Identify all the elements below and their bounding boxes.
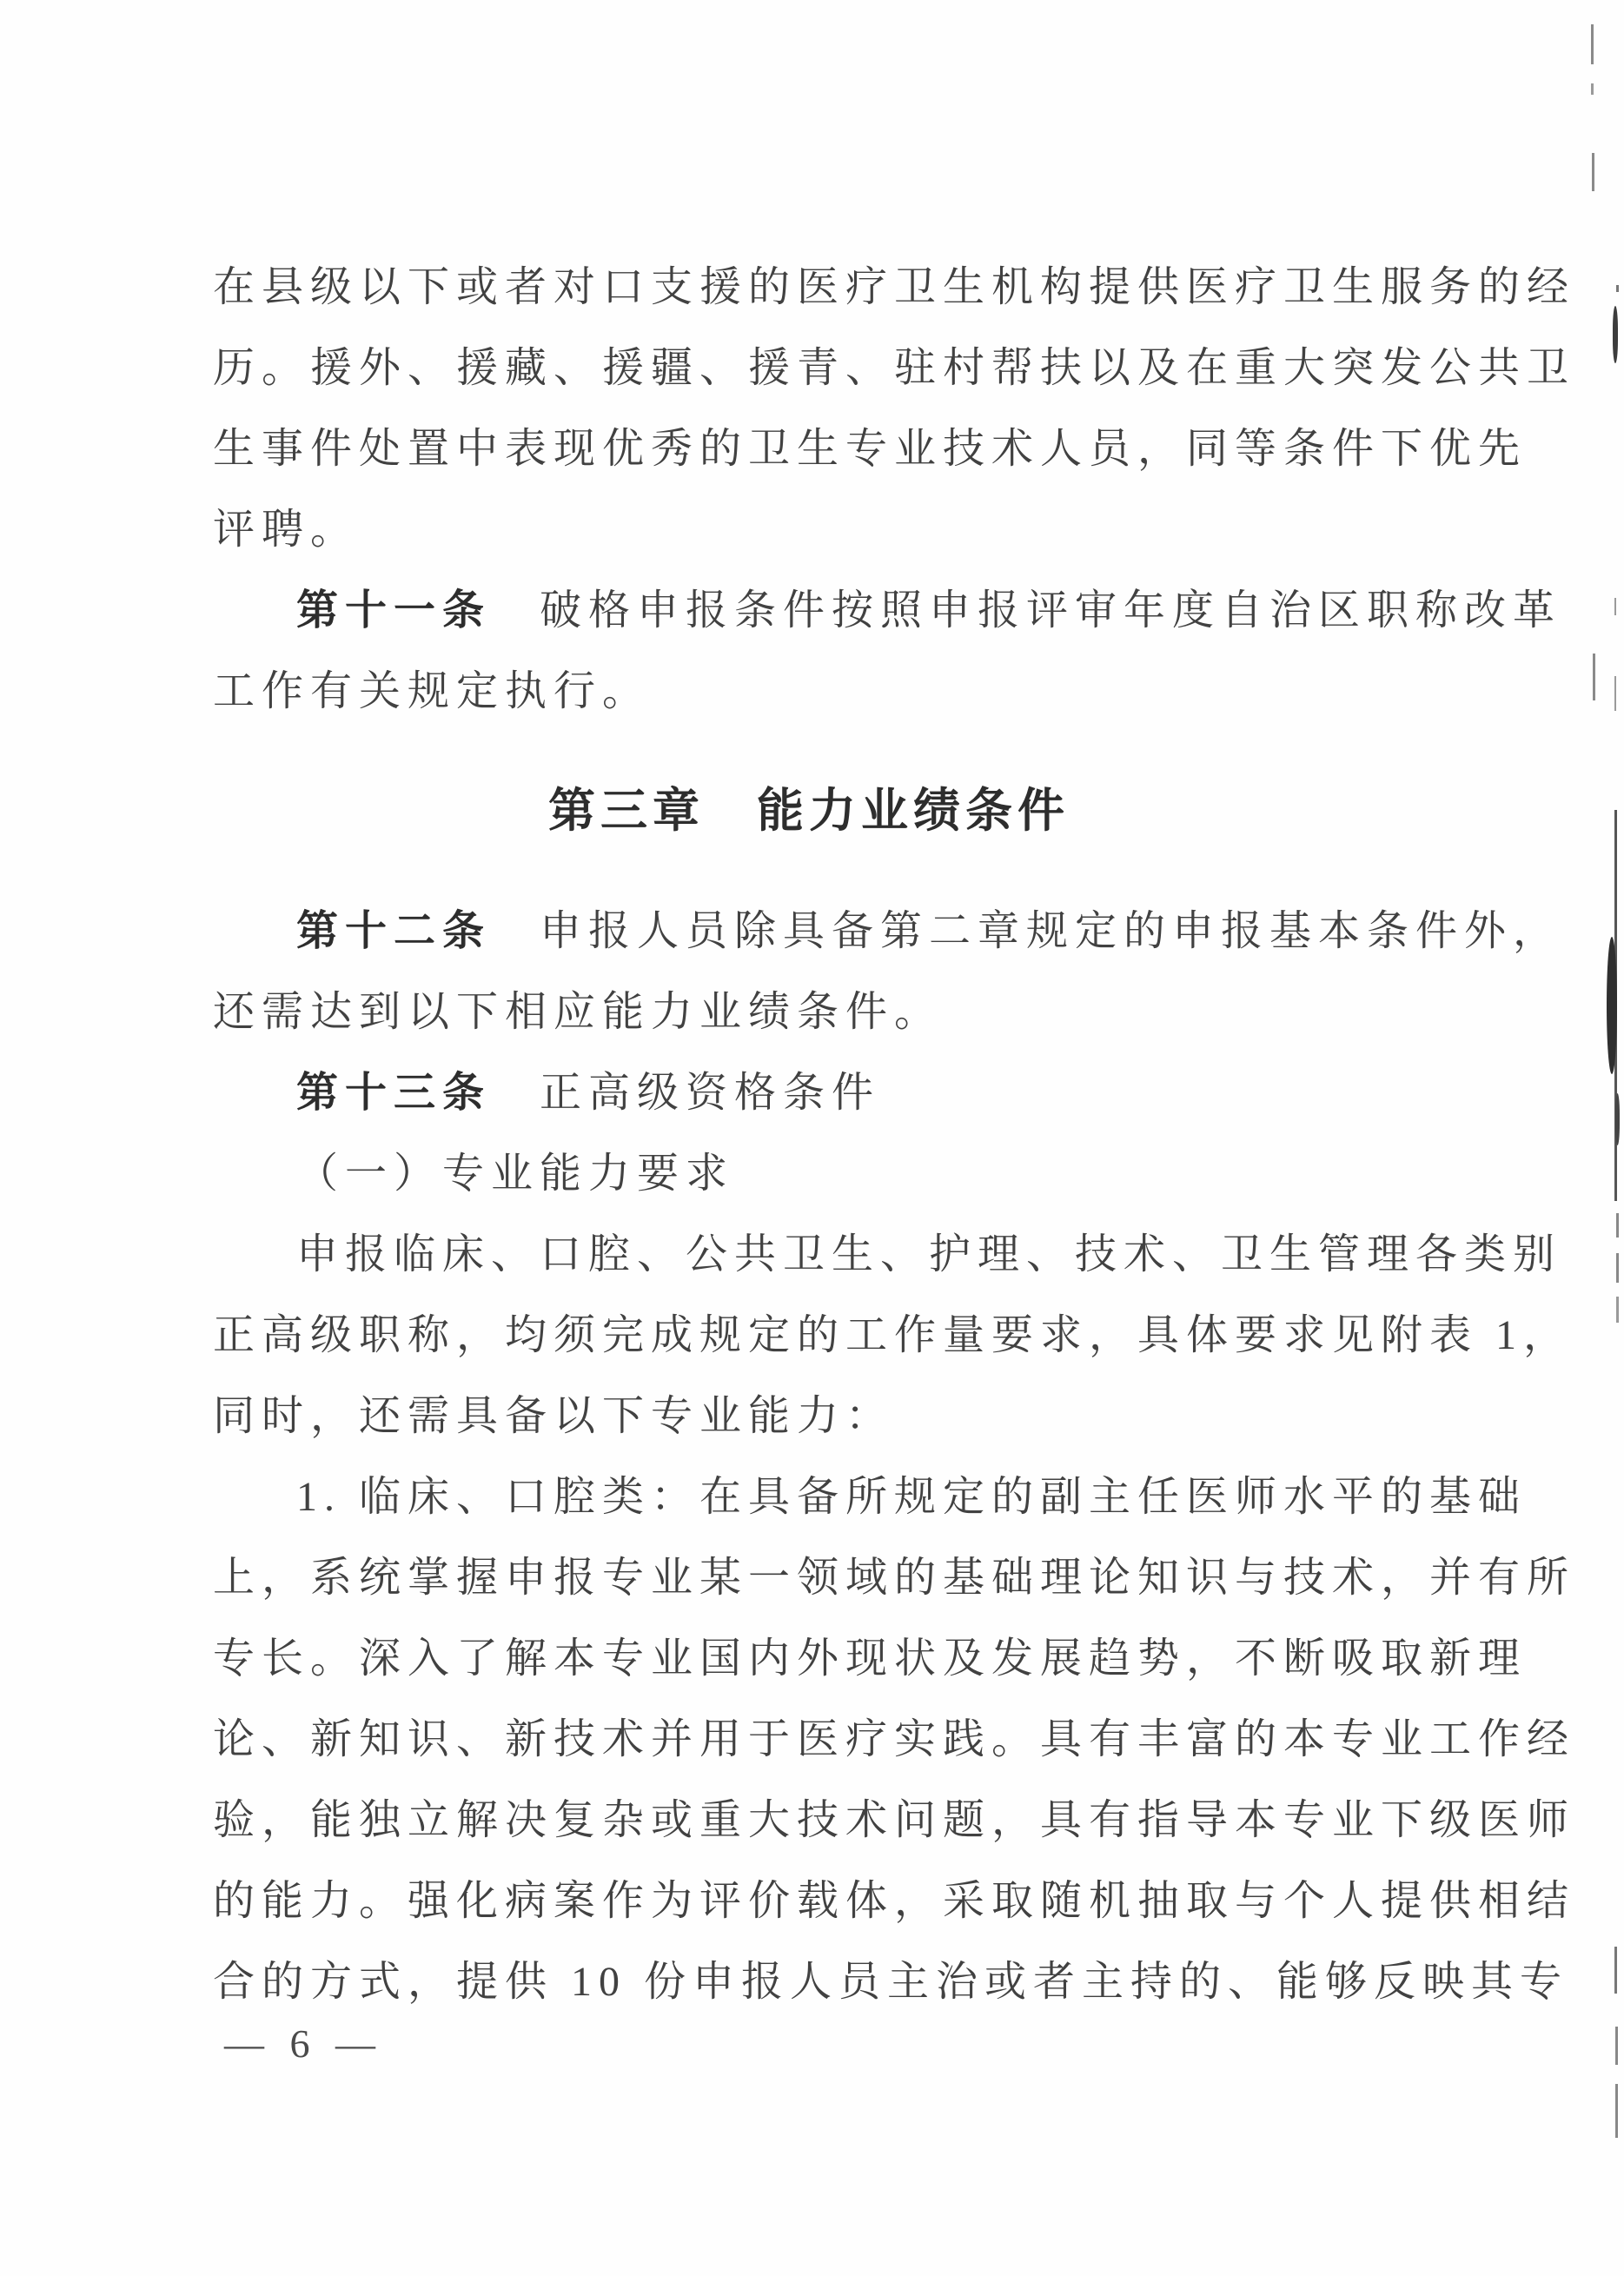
scan-edge-blob: [1607, 937, 1617, 1074]
text-line: [213, 651, 1405, 732]
chapter-heading: [213, 771, 1405, 852]
scan-edge-mark: [1614, 598, 1616, 615]
scan-edge-blob: [1615, 1093, 1620, 1145]
line-text: 的能力。强化病案作为评价载体，采取随机抽取与个人提供相结: [213, 1878, 1576, 1924]
scan-edge-mark: [1614, 1947, 1617, 1994]
text-line: [213, 570, 1562, 651]
text-line: [213, 328, 1576, 408]
text-line: [213, 1780, 1576, 1861]
line-text: 评聘。: [213, 507, 360, 553]
scan-edge-mark: [1614, 676, 1616, 711]
line-text: 生事件处置中表现优秀的卫生专业技术人员，同等条件下优先: [213, 426, 1528, 472]
text-line: [213, 1457, 1528, 1537]
line-text: 同时，还需具备以下专业能力：: [213, 1393, 895, 1439]
text-line: [213, 1699, 1576, 1780]
scan-edge-mark: [1591, 83, 1594, 95]
text-line: [213, 1376, 1405, 1457]
line-text: 在县级以下或者对口支援的医疗卫生机构提供医疗卫生服务的经: [213, 264, 1576, 310]
line-text: 历。援外、援藏、援疆、援青、驻村帮扶以及在重大突发公共卫: [213, 345, 1576, 391]
text-line: [213, 1618, 1528, 1699]
article-number: 第十三条: [296, 1070, 492, 1116]
line-text: 1. 临床、口腔类：在具备所规定的副主任医师水平的基础: [296, 1474, 1528, 1520]
line-text: 申报人员除具备第二章规定的申报基本条件外，: [491, 908, 1562, 954]
article-number: 第十一条: [296, 587, 492, 634]
text-line: [213, 1295, 1573, 1376]
scan-edge-mark: [1615, 2027, 1618, 2065]
text-line: [213, 408, 1528, 489]
text-line: [213, 972, 1405, 1052]
scan-edge-mark: [1616, 1253, 1619, 1283]
scan-edge-mark: [1591, 24, 1594, 64]
line-text: 合的方式，提供 10 份申报人员主治或者主持的、能够反映其专: [213, 1959, 1569, 2005]
text-line: [213, 1133, 1405, 1214]
page-number: — 6 —: [224, 2021, 383, 2066]
scan-edge-blob: [1613, 306, 1618, 363]
text-line: [213, 247, 1576, 328]
line-text: 工作有关规定执行。: [213, 668, 652, 714]
line-text: 正高级职称，均须完成规定的工作量要求，具体要求见附表 1，: [213, 1312, 1573, 1358]
article-number: 第三章 能力业绩条件: [548, 785, 1070, 837]
line-text: （一）专业能力要求: [296, 1151, 735, 1197]
text-line: [213, 489, 1405, 570]
line-text: 验，能独立解决复杂或重大技术问题，具有指导本专业下级医师: [213, 1797, 1576, 1843]
line-text: 还需达到以下相应能力业绩条件。: [213, 989, 944, 1035]
text-line: [213, 1861, 1576, 1941]
scan-edge-mark: [1615, 2084, 1618, 2138]
line-text: 正高级资格条件: [491, 1070, 881, 1116]
line-text: 上，系统掌握申报专业某一领域的基础理论知识与技术，并有所: [213, 1555, 1576, 1601]
line-text: 破格申报条件按照申报评审年度自治区职称改革: [491, 587, 1562, 634]
line-text: 论、新知识、新技术并用于医疗实践。具有丰富的本专业工作经: [213, 1716, 1576, 1762]
text-line: [213, 891, 1562, 972]
scan-edge-mark: [1616, 285, 1619, 292]
scan-edge-mark: [1592, 153, 1594, 191]
scan-edge-mark: [1616, 1297, 1619, 1323]
text-line: [213, 1214, 1562, 1295]
document-body: [213, 247, 1576, 2022]
scan-edge-mark: [1616, 1213, 1619, 1238]
article-number: 第十二条: [296, 908, 492, 954]
scan-edge-mark: [1593, 654, 1595, 700]
text-line: [213, 1537, 1576, 1618]
line-text: 申报临床、口腔、公共卫生、护理、技术、卫生管理各类别: [296, 1231, 1562, 1277]
text-line: [213, 1052, 1405, 1133]
text-line: [213, 1941, 1569, 2022]
line-text: 专长。深入了解本专业国内外现状及发展趋势，不断吸取新理: [213, 1636, 1528, 1682]
